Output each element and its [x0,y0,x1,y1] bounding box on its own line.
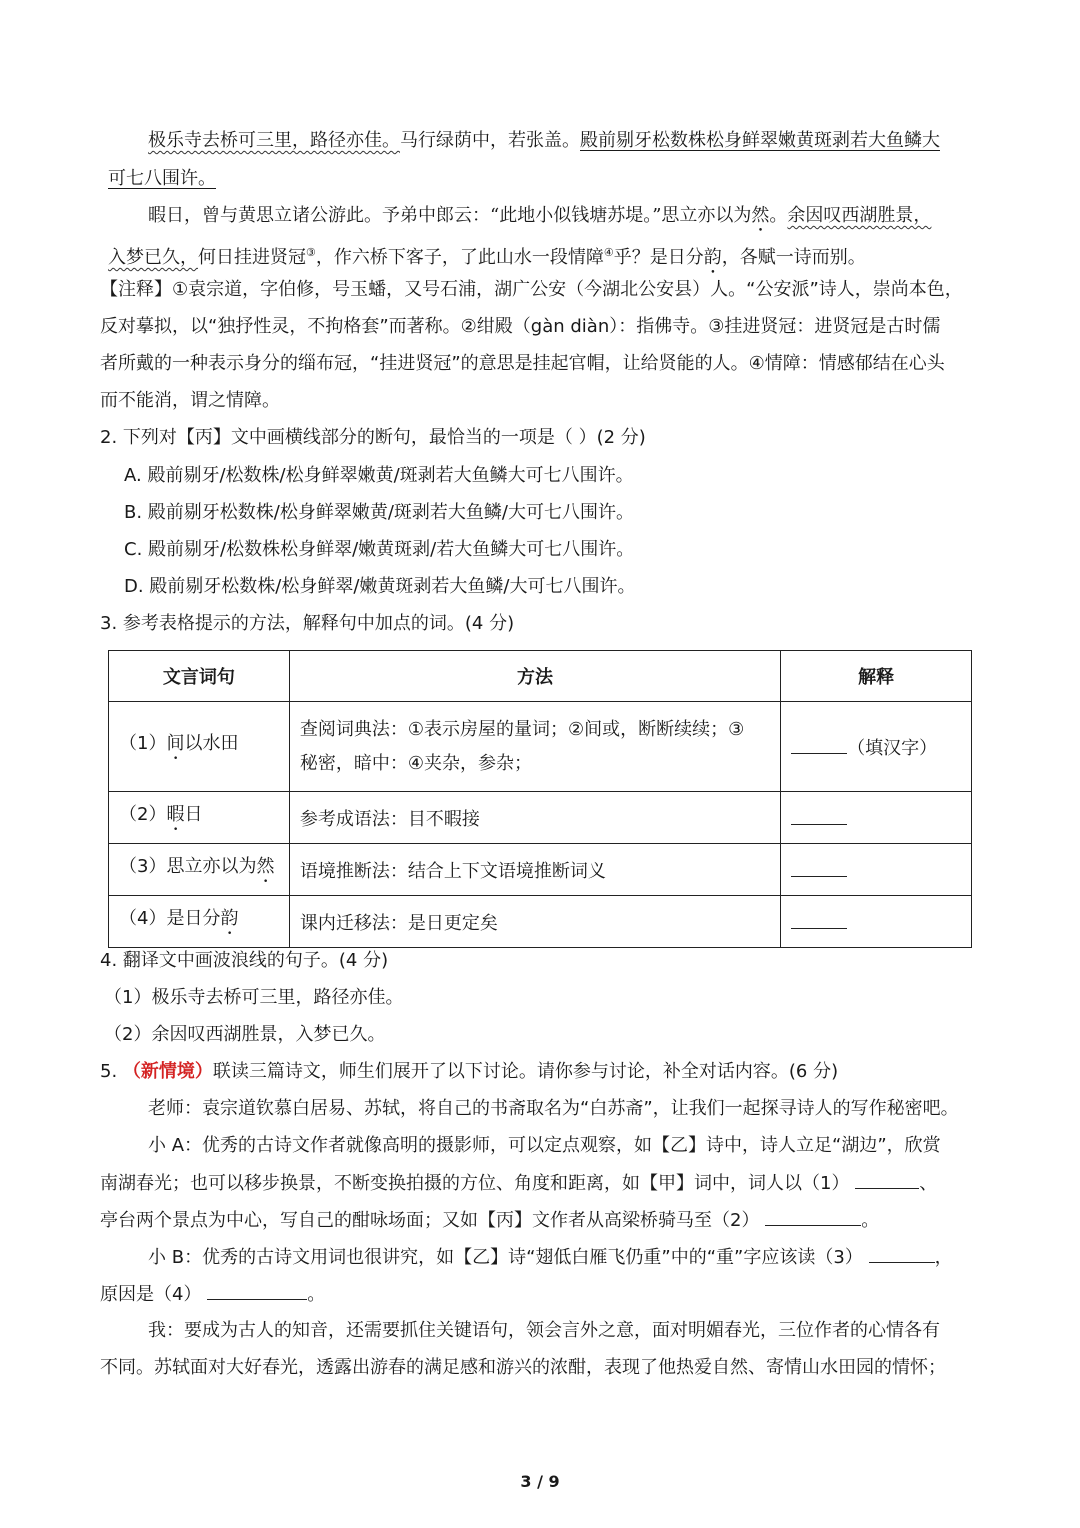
underlined-sentence: 殿前剔牙松数株松身鲜翠嫩黄斑剥若大鱼鳞大 [580,130,940,151]
table-row [109,844,972,896]
row-method: 课内迁移法：是日更定矣 [289,896,780,948]
q4-sentence-2: （2）余因叹西湖胜景，入梦已久。 [104,1024,386,1045]
notes-line-2: 反对摹拟，以“独抒性灵，不拘格套”而著称。②绀殿（gàn diàn）：指佛寺。③挂进贤冠：进贤冠是古时儒 [100,316,941,337]
dialogue-text: 原因是（4） [100,1284,202,1305]
passage-text: ，各赋一诗而别。 [721,247,866,268]
q2-option-d: D. 殿前剔牙松数株/松身鲜翠/嫩黄斑剥若大鱼鳞/大可七八围许。 [124,576,636,597]
sentence-prefix: （2） [119,804,167,825]
passage-text: 乎？ [613,247,650,268]
q5-number: 5. [100,1061,123,1082]
header-explanation: 解释 [781,651,972,702]
passage-text: 。 [769,205,788,226]
answer-blank[interactable] [791,858,847,877]
dialogue-text: 亭台两个景点为中心，写自己的酣咏场面；又如【丙】文作者从高梁桥骑马至（2） [100,1210,760,1231]
q5-line-teacher: 老师：袁宗道钦慕白居易、苏轼，将自己的书斋取名为“白苏斋”，让我们一起探寻诗人的写作秘密吧。 [148,1098,959,1119]
footnote-mark-3: ③ [306,246,316,259]
row-answer [781,792,972,844]
passage-text: 何日挂进贤冠 [198,247,306,268]
fill-blank-4[interactable] [207,1281,307,1300]
table-row [109,792,972,844]
q4-stem: 4. 翻译文中画波浪线的句子。(4 分) [100,950,389,971]
notes-line-3: 者所戴的一种表示身分的缁布冠，“挂进贤冠”的意思是挂起官帽，让给贤能的人。④情障：情感郁结在心头 [100,353,945,374]
dotted-word: 然 [256,856,275,877]
wavy-sentence-1: 极乐寺去桥可三里，路径亦佳。 [148,130,400,151]
fill-blank-1[interactable] [855,1170,919,1189]
row-answer [781,896,972,948]
table-row [109,896,972,948]
sentence-prefix: （3）思立亦以为 [119,856,257,877]
row-sentence [109,792,290,844]
dotted-word: 间 [166,733,185,754]
dialogue-text: ， [934,1247,953,1268]
header-sentence: 文言词句 [109,651,290,702]
q5-stem-text: 联读三篇诗文，师生们展开了以下讨论。请你参与讨论，补全对话内容。(6 分) [212,1061,839,1082]
wavy-sentence-2-end: 入梦已久， [108,247,198,268]
answer-hint: （填汉字） [847,737,938,759]
dotted-word-yun: 韵 [703,247,722,268]
q2-stem: 2. 下列对【丙】文中画横线部分的断句，最恰当的一项是（ ）(2 分) [100,427,646,448]
passage-line-1 [148,128,940,154]
q4-sentence-1: （1）极乐寺去桥可三里，路径亦佳。 [104,987,404,1008]
answer-blank[interactable] [791,735,847,754]
answer-blank[interactable] [791,806,847,825]
new-context-tag: （新情境） [122,1061,213,1082]
q5-line-b2 [100,1281,325,1308]
row-sentence [109,702,290,792]
dotted-word-ran: 然 [751,205,770,226]
sentence-suffix: 以水田 [184,733,239,754]
method-text: 查阅词典法：①表示房屋的量词；②间或，断断续续；③ [299,718,745,740]
q2-option-c: C. 殿前剔牙/松数株松身鲜翠/嫩黄斑剥/若大鱼鳞大可七八围许。 [124,539,635,560]
passage-line-4 [108,240,866,278]
passage-line-3 [148,203,931,236]
method-text: 秘密，暗中：④夹杂，参杂； [299,752,532,774]
fill-blank-3[interactable] [869,1244,935,1263]
footnote-mark-4: ④ [603,246,614,259]
notes-line-4: 而不能消，谓之情障。 [100,390,280,411]
q5-stem [100,1059,838,1085]
row-method: 参考成语法：目不暇接 [289,792,780,844]
passage-text: 暇日，曾与黄思立诸公游此。予弟中郎云：“此地小似钱塘苏堤。”思立亦以为 [148,205,752,226]
row-sentence [109,896,290,948]
q3-table [108,650,972,948]
sentence-prefix: （4）是日分 [119,908,221,929]
passage-text: 马行绿荫中，若张盖。 [400,130,580,151]
dialogue-text: 、 [919,1173,938,1194]
row-answer [781,844,972,896]
row-method [289,702,780,792]
dialogue-text: 小 B：优秀的古诗文用词也很讲究，如【乙】诗“翅低白雁飞仍重”中的“重”字应该读（3） [148,1247,863,1268]
row-sentence [109,844,290,896]
q5-line-a1: 小 A：优秀的古诗文作者就像高明的摄影师，可以定点观察，如【乙】诗中，诗人立足“湖边”，欣赏 [148,1135,941,1156]
sentence-prefix: （1） [119,733,167,754]
dialogue-text: 。 [861,1210,880,1231]
passage-text: 是日分 [649,247,704,268]
table-header-row [109,651,972,702]
answer-blank[interactable] [791,910,847,929]
row-answer [781,702,972,792]
q2-option-b: B. 殿前剔牙松数株/松身鲜翠嫩黄/斑剥若大鱼鳞/大可七八围许。 [124,502,634,523]
sentence-suffix: 日 [184,804,203,825]
header-method: 方法 [289,651,780,702]
q2-option-a: A. 殿前剔牙/松数株/松身鲜翠嫩黄/斑剥若大鱼鳞大可七八围许。 [124,465,634,486]
row-method: 语境推断法：结合上下文语境推断词义 [289,844,780,896]
dialogue-text: 南湖春光；也可以移步换景，不断变换拍摄的方位、角度和距离，如【甲】词中，词人以（1） [100,1173,850,1194]
wavy-sentence-2: 余因叹西湖胜景， [787,205,932,226]
q5-line-b1 [148,1244,953,1271]
q5-line-me2: 不同。苏轼面对大好春光，透露出游春的满足感和游兴的浓酣，表现了他热爱自然、寄情山水田园的情怀； [100,1357,946,1378]
q5-line-me1: 我：要成为古人的知音，还需要抓住关键语句，领会言外之意，面对明媚春光，三位作者的心情各有 [148,1320,940,1341]
fill-blank-2[interactable] [765,1207,861,1226]
underlined-sentence-end: 可七八围许。 [108,168,216,189]
dotted-word: 暇 [166,804,185,825]
passage-text: ，作六桥下客子，了此山水一段情障 [315,247,604,268]
notes-line-1: 【注释】①袁宗道，字伯修，号玉蟠，又号石浦，湖广公安（今湖北公安县）人。“公安派”诗人，崇尚本色， [100,279,963,300]
q3-stem: 3. 参考表格提示的方法，解释句中加点的词。(4 分) [100,613,515,634]
table-row [109,702,972,792]
passage-line-2 [108,166,216,192]
dialogue-text: 。 [307,1284,326,1305]
page-number: 3 / 9 [520,1472,560,1491]
q5-line-a2 [100,1170,937,1197]
dotted-word: 韵 [220,908,239,929]
q5-line-a3 [100,1207,879,1234]
